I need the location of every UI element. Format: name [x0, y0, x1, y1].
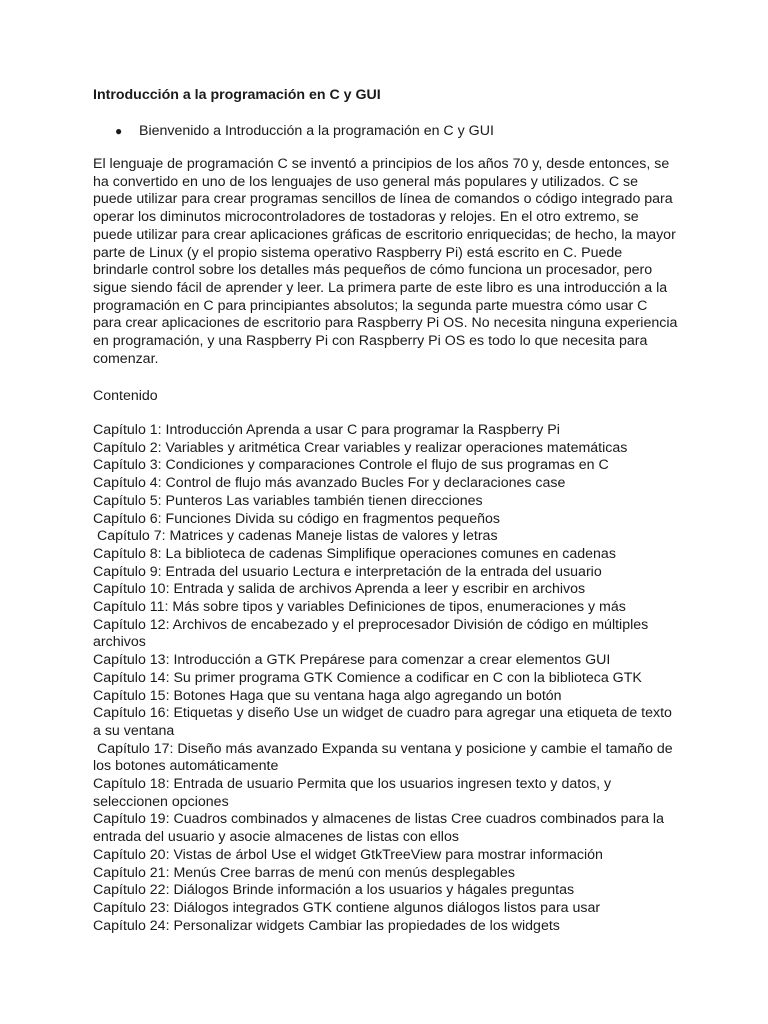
chapter-item: Capítulo 22: Diálogos Brinde información a los usuarios y hágales preguntas [93, 882, 575, 899]
chapter-item: Capítulo 19: Cuadros combinados y almacenes de listas Cree cuadros combinados para la entrada del usuario y asocie almacenes de listas con ellos [93, 811, 664, 846]
chapter-item: Capítulo 2: Variables y aritmética Crear variables y realizar operaciones matemáticas [93, 439, 628, 456]
chapter-item: Capítulo 23: Diálogos integrados GTK contiene algunos diálogos listos para usar [93, 899, 601, 916]
bullet-dot-icon: ● [115, 124, 123, 138]
chapter-item: Capítulo 12: Archivos de encabezado y el preprocesador División de código en múltiples archivos [93, 616, 649, 651]
chapter-item: Capítulo 18: Entrada de usuario Permita que los usuarios ingresen texto y datos, y seleccionen opciones [93, 776, 612, 810]
document-title: Introducción a la programación en C y GUI [93, 87, 381, 103]
chapter-item: Capítulo 24: Personalizar widgets Cambiar las propiedades de los widgets [93, 917, 560, 934]
chapter-item: Capítulo 13: Introducción a GTK Prepárese para comenzar a crear elementos GUI [93, 652, 611, 669]
contents-heading: Contenido [93, 388, 158, 404]
chapter-item: Capítulo 15: Botones Haga que su ventana haga algo agregando un botón [93, 687, 562, 704]
chapter-item: Capítulo 1: Introducción Aprenda a usar C para programar la Raspberry Pi [93, 422, 560, 438]
chapter-item: Capítulo 3: Condiciones y comparaciones Controle el flujo de sus programas en C [93, 457, 609, 474]
chapter-item: Capítulo 10: Entrada y salida de archivos Aprenda a leer y escribir en archivos [93, 581, 586, 598]
bullet-item [115, 122, 494, 140]
chapter-item: Capítulo 16: Etiquetas y diseño Use un widget de cuadro para agregar una etiqueta de texto a su ventana [93, 705, 672, 739]
intro-paragraph: El lenguaje de programación C se inventó a principios de los años 70 y, desde entonces, se ha convertido en uno de los lenguajes de uso general más populares y utilizados. C se puede utilizar para crear programas sencillos de línea de comandos o código integrado para operar los diminutos microcontroladores de tostadoras y relojes. En el otro extremo, se puede utilizar para crear aplicaciones gráficas de escritorio enriquecidas; de hecho, la mayor parte de Linux (y el propio sistema operativo Raspberry Pi) está escrito en C. Puede brindarle control sobre los detalles más pequeños de cómo funciona un procesador, pero sigue siendo fácil de aprender y leer. La primera parte de este libro es una introducción a la programación en C para principiantes absolutos; la segunda parte muestra cómo usar C para crear aplicaciones de escritorio para Raspberry Pi OS. No necesita ninguna experiencia en programación, y una Raspberry Pi con Raspberry Pi OS es todo lo que necesita para comenzar. [93, 156, 678, 367]
chapter-item: Capítulo 8: La biblioteca de cadenas Simplifique operaciones comunes en cadenas [93, 545, 616, 562]
bullet-text: Bienvenido a Introducción a la programación en C y GUI [139, 123, 494, 139]
chapter-item: Capítulo 4: Control de flujo más avanzado Bucles For y declaraciones case [93, 475, 566, 492]
chapter-item: Capítulo 21: Menús Cree barras de menú con menús desplegables [93, 864, 515, 881]
chapter-item: Capítulo 6: Funciones Divida su código en fragmentos pequeños [93, 510, 500, 527]
chapter-item: Capítulo 9: Entrada del usuario Lectura e interpretación de la entrada del usuario [93, 563, 602, 580]
chapter-item: Capítulo 17: Diseño más avanzado Expanda su ventana y posicione y cambie el tamaño de los botones automáticamente [93, 740, 677, 775]
chapter-item: Capítulo 20: Vistas de árbol Use el widget GtkTreeView para mostrar información [93, 846, 603, 863]
chapter-item: Capítulo 7: Matrices y cadenas Maneje listas de valores y letras [93, 528, 498, 545]
chapter-item: Capítulo 14: Su primer programa GTK Comience a codificar en C con la biblioteca GTK [93, 669, 642, 686]
chapter-item: Capítulo 5: Punteros Las variables también tienen direcciones [93, 492, 483, 509]
chapter-item: Capítulo 11: Más sobre tipos y variables Definiciones de tipos, enumeraciones y más [93, 599, 626, 616]
chapter-list [93, 422, 683, 935]
